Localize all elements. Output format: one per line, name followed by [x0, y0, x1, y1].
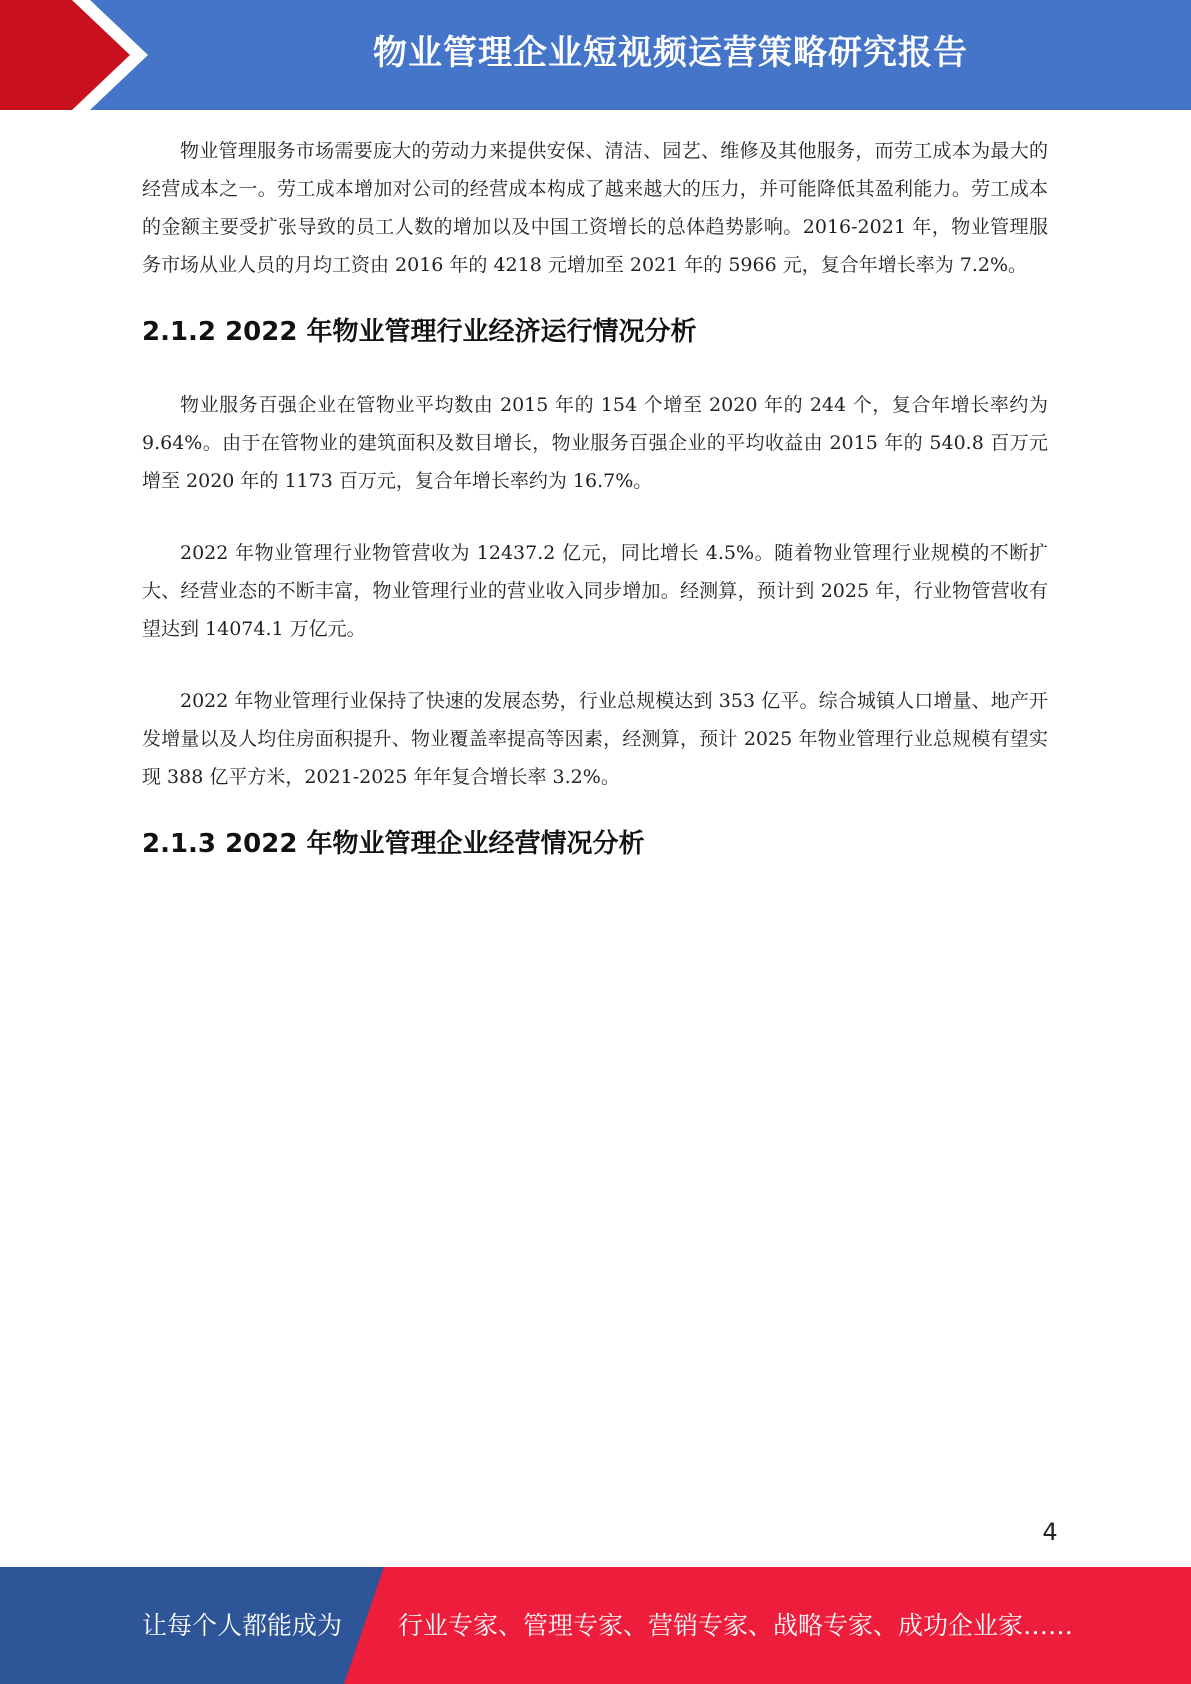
document-body	[142, 132, 1048, 864]
section-heading-2-1-2: 2.1.2 2022 年物业管理行业经济运行情况分析	[142, 317, 697, 347]
footer-slogan-right: 行业专家、管理专家、营销专家、战略专家、成功企业家……	[398, 1611, 1074, 1640]
section-heading-2-1-3: 2.1.3 2022 年物业管理企业经营情况分析	[142, 829, 645, 859]
paragraph-industry-scale: 2022 年物业管理行业保持了快速的发展态势，行业总规模达到 353 亿平。综合城镇人口增量、地产开发增量以及人均住房面积提升、物业覆盖率提高等因素，经测算，预计 2025 年物业管理行业总规模有望实现 388 亿平方米，2021-2025 年年复合增长率 3.2%。	[142, 690, 1048, 788]
paragraph-industry-revenue: 2022 年物业管理行业物管营收为 12437.2 亿元，同比增长 4.5%。随着物业管理行业规模的不断扩大、经营业态的不断丰富，物业管理行业的营业收入同步增加。经测算，预计到 2025 年，行业物管营收有望达到 14074.1 万亿元。	[142, 542, 1048, 640]
header-bar	[0, 0, 1191, 110]
footer-slogan-left: 让每个人都能成为	[142, 1611, 343, 1640]
paragraph-top100-enterprises: 物业服务百强企业在管物业平均数由 2015 年的 154 个增至 2020 年的 244 个，复合年增长率约为 9.64%。由于在管物业的建筑面积及数目增长，物业服务百强企业的平均收益由 2015 年的 540.8 百万元增至 2020 年的 1173 百万元，复合年增长率约为 16.7%。	[142, 394, 1048, 492]
report-title: 物业管理企业短视频运营策略研究报告	[373, 33, 968, 73]
header-arrow-decoration	[0, 0, 160, 110]
footer-banner	[0, 1567, 1191, 1684]
paragraph-labor-cost: 物业管理服务市场需要庞大的劳动力来提供安保、清洁、园艺、维修及其他服务，而劳工成本为最大的经营成本之一。劳工成本增加对公司的经营成本构成了越来越大的压力，并可能降低其盈利能力。劳工成本的金额主要受扩张导致的员工人数的增加以及中国工资增长的总体趋势影响。2016-2021 年，物业管理服务市场从业人员的月均工资由 2016 年的 4218 元增加至 2021 年的 5966 元，复合年增长率为 7.2%。	[142, 140, 1048, 276]
page-number: 4	[1042, 1518, 1058, 1546]
